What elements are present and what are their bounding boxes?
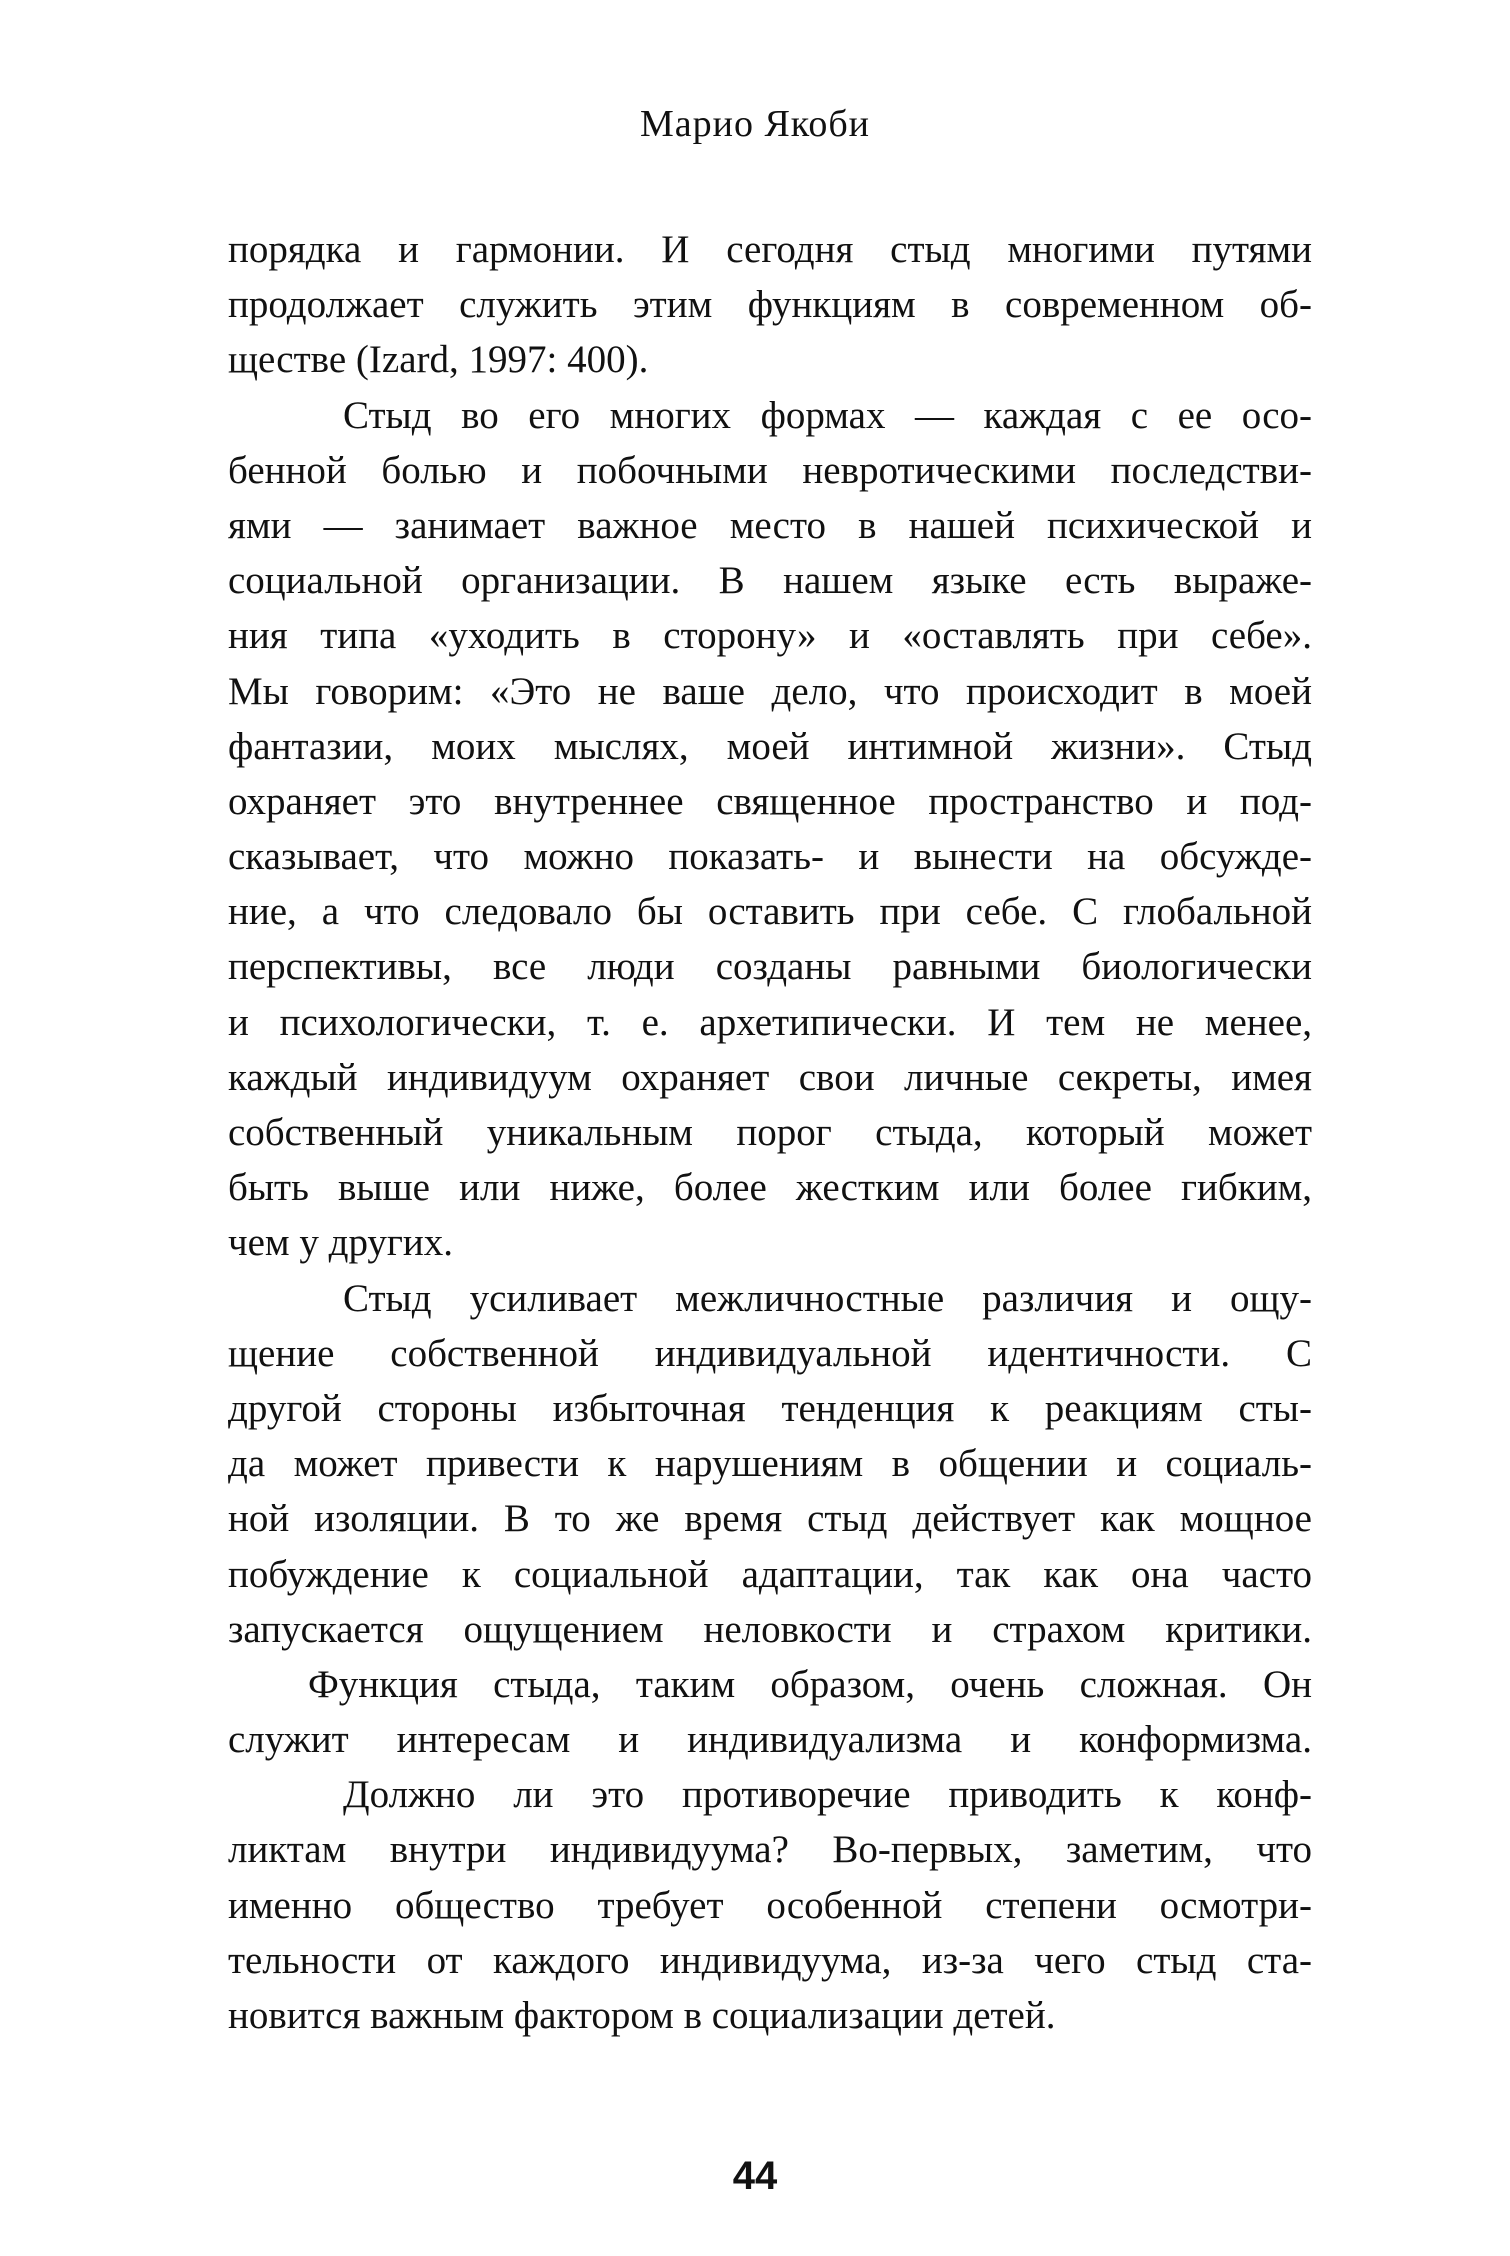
text-line: и психологически, т. е. архетипически. И тем не менее, — [228, 1000, 1312, 1044]
text-line: ществе (Izard, 1997: 400). — [228, 338, 649, 382]
text-line: сказывает, что можно показать- и вынести на обсужде- — [228, 835, 1312, 879]
body-text — [228, 222, 1312, 2043]
text-line: порядка и гармонии. И сегодня стыд многими путями — [228, 228, 1312, 271]
text-line: продолжает служить этим функциям в современном об- — [228, 283, 1312, 327]
text-line: именно общество требует особенной степени осмотри- — [228, 1883, 1312, 1927]
text-line: чем у других. — [228, 1221, 454, 1265]
text-line: каждый индивидуум охраняет свои личные секреты, имея — [228, 1055, 1312, 1099]
text-line: Стыд усиливает межличностные различия и ощу- — [343, 1276, 1312, 1320]
text-line: новится важным фактором в социализации детей. — [228, 1994, 1056, 2037]
text-line: ние, а что следовало бы оставить при себе. С глобальной — [228, 890, 1312, 934]
text-line: служит интересам и индивидуализма и конформизма. — [228, 1718, 1312, 1762]
text-line: охраняет это внутреннее священное пространство и под- — [228, 779, 1312, 823]
text-line: Мы говорим: «Это не ваше дело, что происходит в моей — [228, 669, 1312, 713]
paragraph — [228, 1271, 1312, 1657]
text-line: фантазии, моих мыслях, моей интимной жизни». Стыд — [228, 724, 1312, 768]
text-line: Функция стыда, таким образом, очень сложная. Он — [308, 1662, 1312, 1706]
paragraph — [228, 1657, 1312, 1767]
text-line: щение собственной индивидуальной идентичности. С — [228, 1331, 1312, 1375]
text-line: бенной болью и побочными невротическими последстви- — [228, 448, 1312, 492]
text-line: да может привести к нарушениям в общении и социаль- — [228, 1442, 1312, 1486]
text-line: ликтам внутри индивидуума? Во-первых, заметим, что — [228, 1828, 1312, 1872]
text-line: перспективы, все люди созданы равными биологически — [228, 945, 1312, 989]
page-number: 44 — [732, 2154, 778, 2198]
text-line: ния типа «уходить в сторону» и «оставлять при себе». — [228, 614, 1312, 658]
paragraph — [228, 222, 1312, 388]
text-line: другой стороны избыточная тенденция к реакциям сты- — [228, 1386, 1312, 1430]
text-line: запускается ощущением неловкости и страхом критики. — [228, 1607, 1312, 1651]
text-line: быть выше или ниже, более жестким или более гибким, — [228, 1166, 1312, 1210]
text-line: ями — занимает важное место в нашей психической и — [228, 503, 1312, 547]
text-line: собственный уникальным порог стыда, который может — [228, 1111, 1312, 1154]
text-line: социальной организации. В нашем языке есть выраже- — [228, 559, 1312, 603]
running-head: Марио Якоби — [639, 103, 871, 145]
text-line: ной изоляции. В то же время стыд действует как мощное — [228, 1497, 1312, 1541]
text-line: Должно ли это противоречие приводить к конф- — [343, 1773, 1312, 1817]
paragraph — [228, 1767, 1312, 2043]
text-line: Стыд во его многих формах — каждая с ее осо- — [343, 393, 1312, 437]
paragraph — [228, 388, 1312, 1271]
text-line: тельности от каждого индивидуума, из-за чего стыд ста- — [228, 1938, 1312, 1982]
text-line: побуждение к социальной адаптации, так как она часто — [228, 1552, 1312, 1596]
